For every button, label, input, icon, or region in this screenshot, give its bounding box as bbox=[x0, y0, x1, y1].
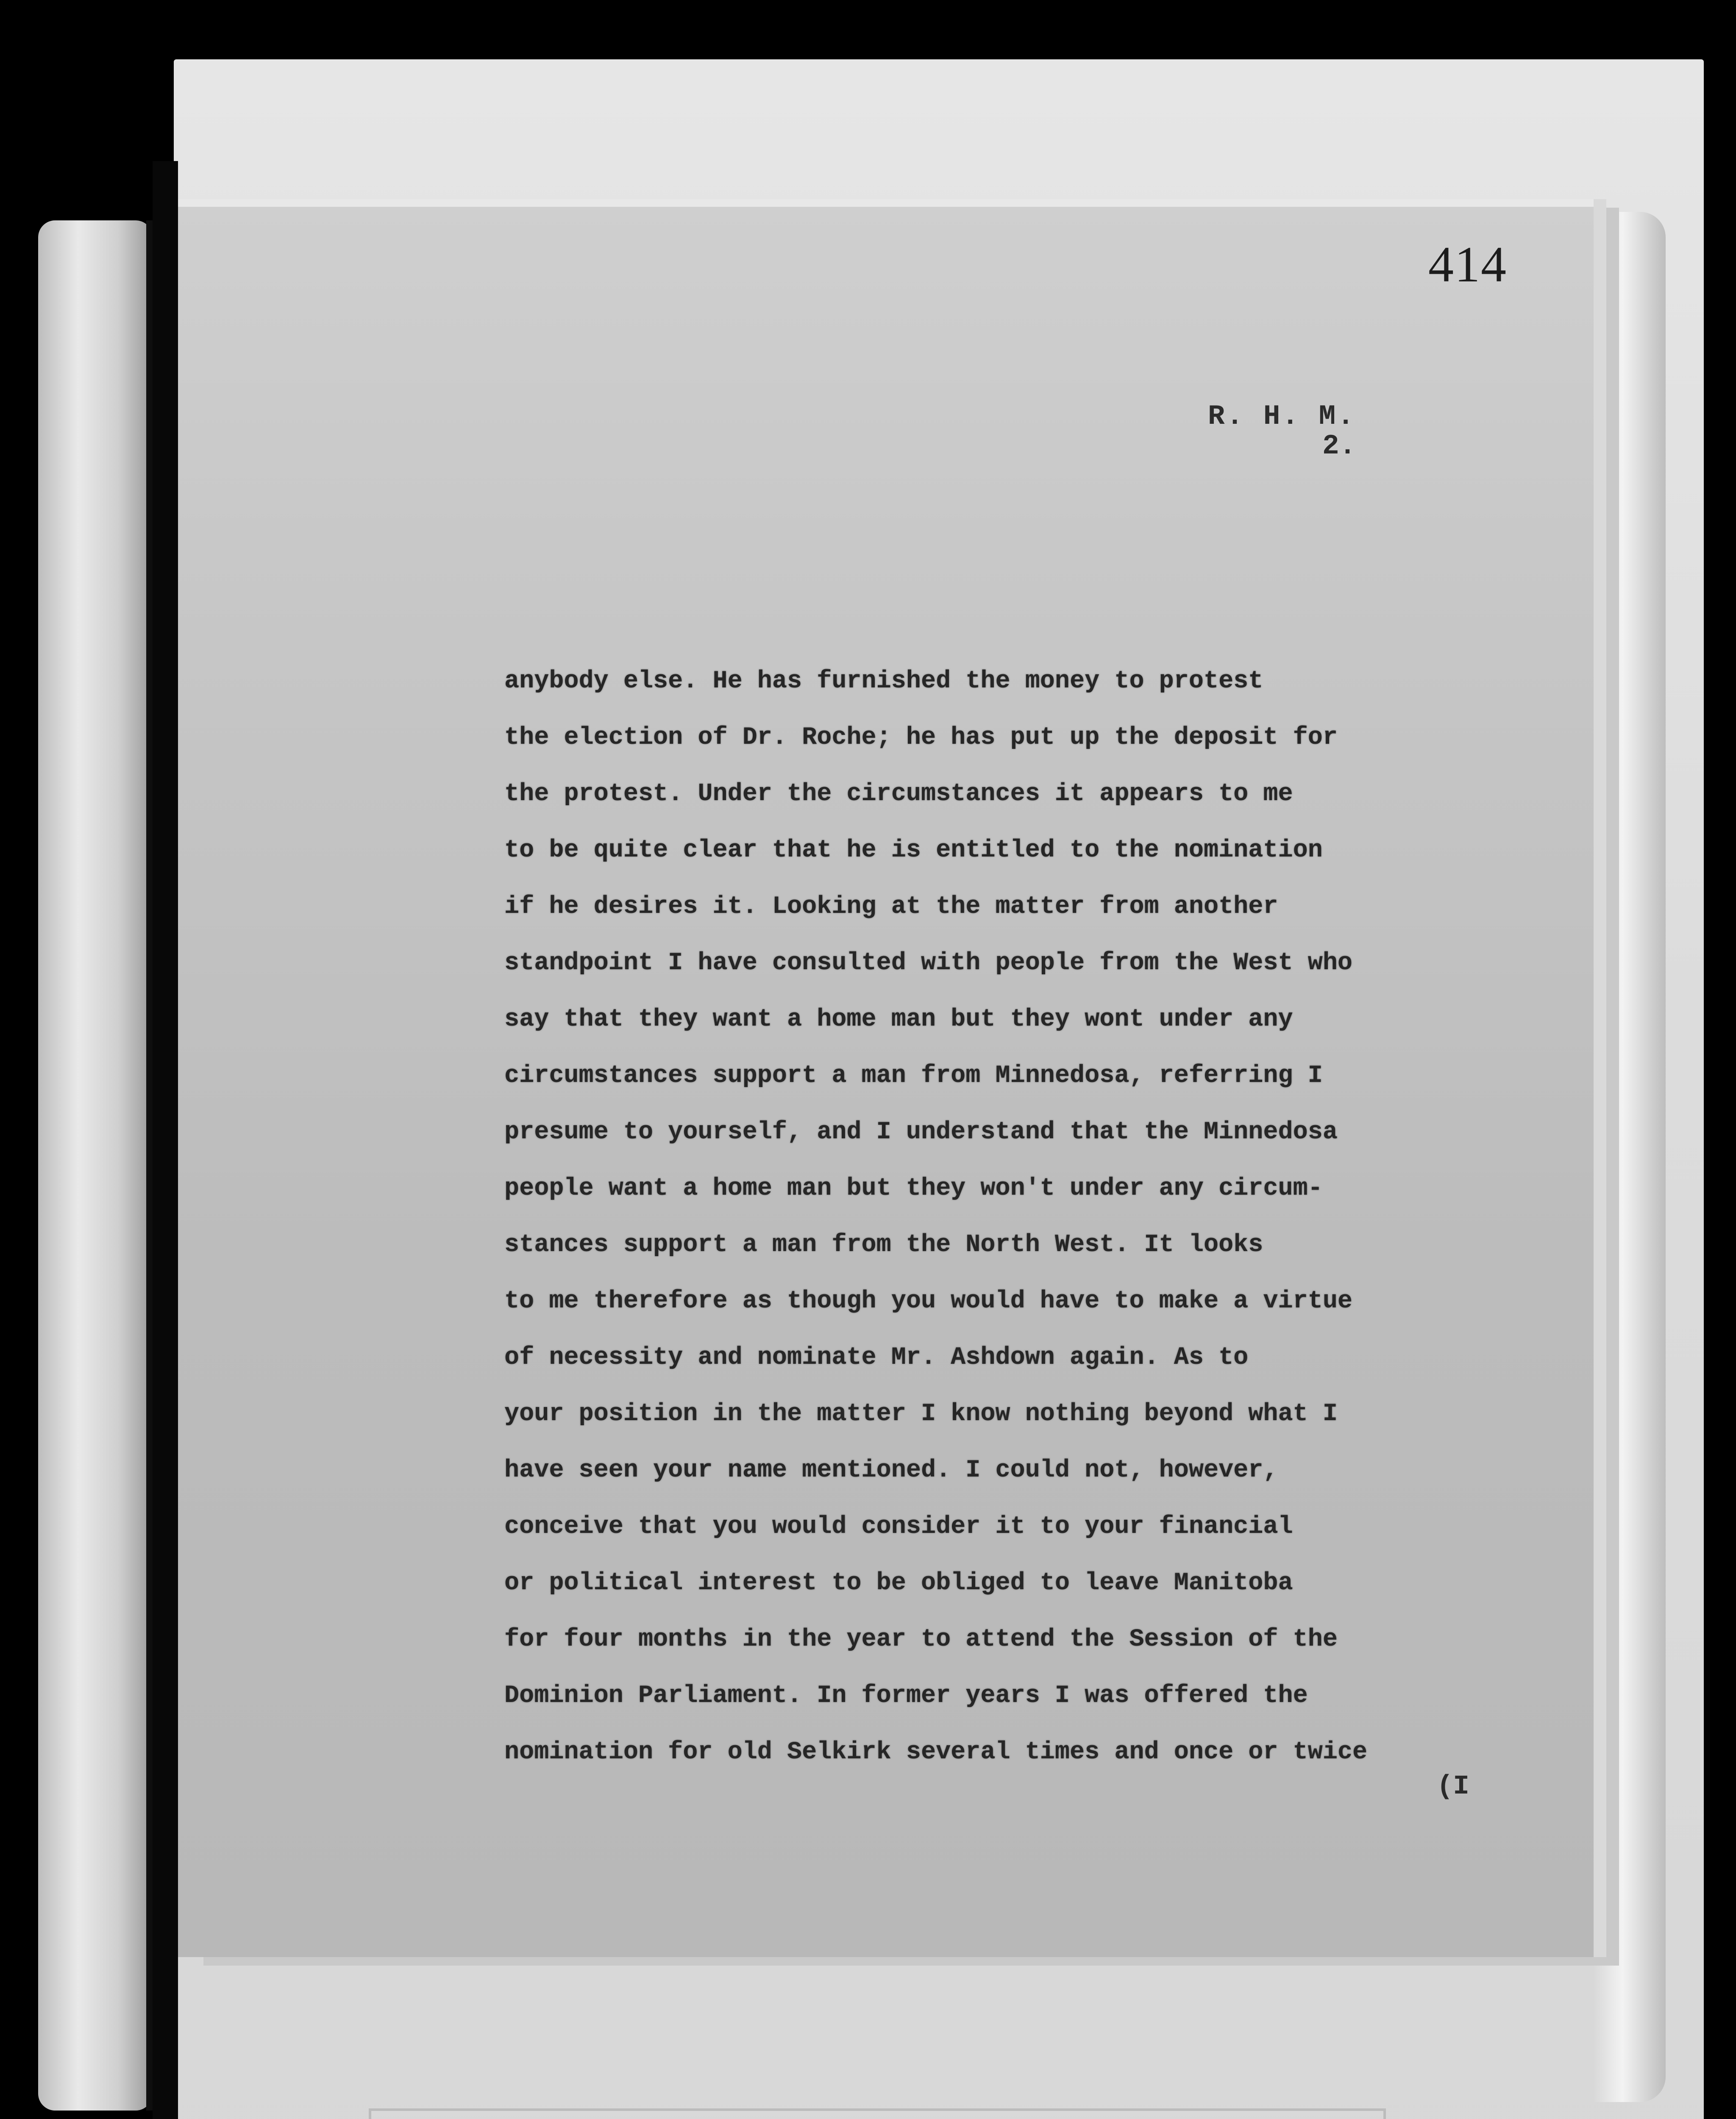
body-line: people want a home man but they won't under any circum- bbox=[504, 1174, 1323, 1202]
body-line: conceive that you would consider it to your financial bbox=[504, 1512, 1293, 1541]
rolled-paper-edge bbox=[38, 220, 153, 2111]
sheet-number: 2. bbox=[1322, 430, 1356, 462]
body-line: the protest. Under the circumstances it appears to me bbox=[504, 779, 1293, 808]
fold-shadow bbox=[153, 161, 178, 2119]
letter-body bbox=[504, 653, 1522, 1780]
body-line: presume to yourself, and I understand that the Minnedosa bbox=[504, 1118, 1338, 1146]
body-line: nomination for old Selkirk several times and once or twice bbox=[504, 1738, 1368, 1766]
page-number: 414 bbox=[1428, 236, 1507, 292]
body-line: stances support a man from the North West. It looks bbox=[504, 1230, 1263, 1259]
body-line: of necessity and nominate Mr. Ashdown again. As to bbox=[504, 1343, 1249, 1371]
body-line: the election of Dr. Roche; he has put up the deposit for bbox=[504, 723, 1338, 751]
body-line: circumstances support a man from Minnedosa, referring I bbox=[504, 1061, 1323, 1090]
body-line: have seen your name mentioned. I could not, however, bbox=[504, 1456, 1278, 1484]
microfilm-label bbox=[369, 2108, 1386, 2119]
body-line: to be quite clear that he is entitled to the nomination bbox=[504, 836, 1323, 864]
body-line: Dominion Parliament. In former years I was offered the bbox=[504, 1681, 1308, 1710]
body-line: your position in the matter I know nothing beyond what I bbox=[504, 1399, 1338, 1428]
body-line: standpoint I have consulted with people from the West who bbox=[504, 948, 1353, 977]
continuation-mark: (I bbox=[1437, 1771, 1469, 1802]
body-line: anybody else. He has furnished the money to protest bbox=[504, 667, 1263, 695]
body-line: or political interest to be obliged to leave Manitoba bbox=[504, 1568, 1293, 1597]
body-line: to me therefore as though you would have to make a virtue bbox=[504, 1287, 1353, 1315]
body-line: if he desires it. Looking at the matter from another bbox=[504, 892, 1278, 920]
body-line: for four months in the year to attend the Session of the bbox=[504, 1625, 1338, 1653]
header-initials: R. H. M. bbox=[1208, 400, 1356, 432]
sheet-curl bbox=[1594, 212, 1666, 2102]
body-line: say that they want a home man but they wont under any bbox=[504, 1005, 1293, 1033]
